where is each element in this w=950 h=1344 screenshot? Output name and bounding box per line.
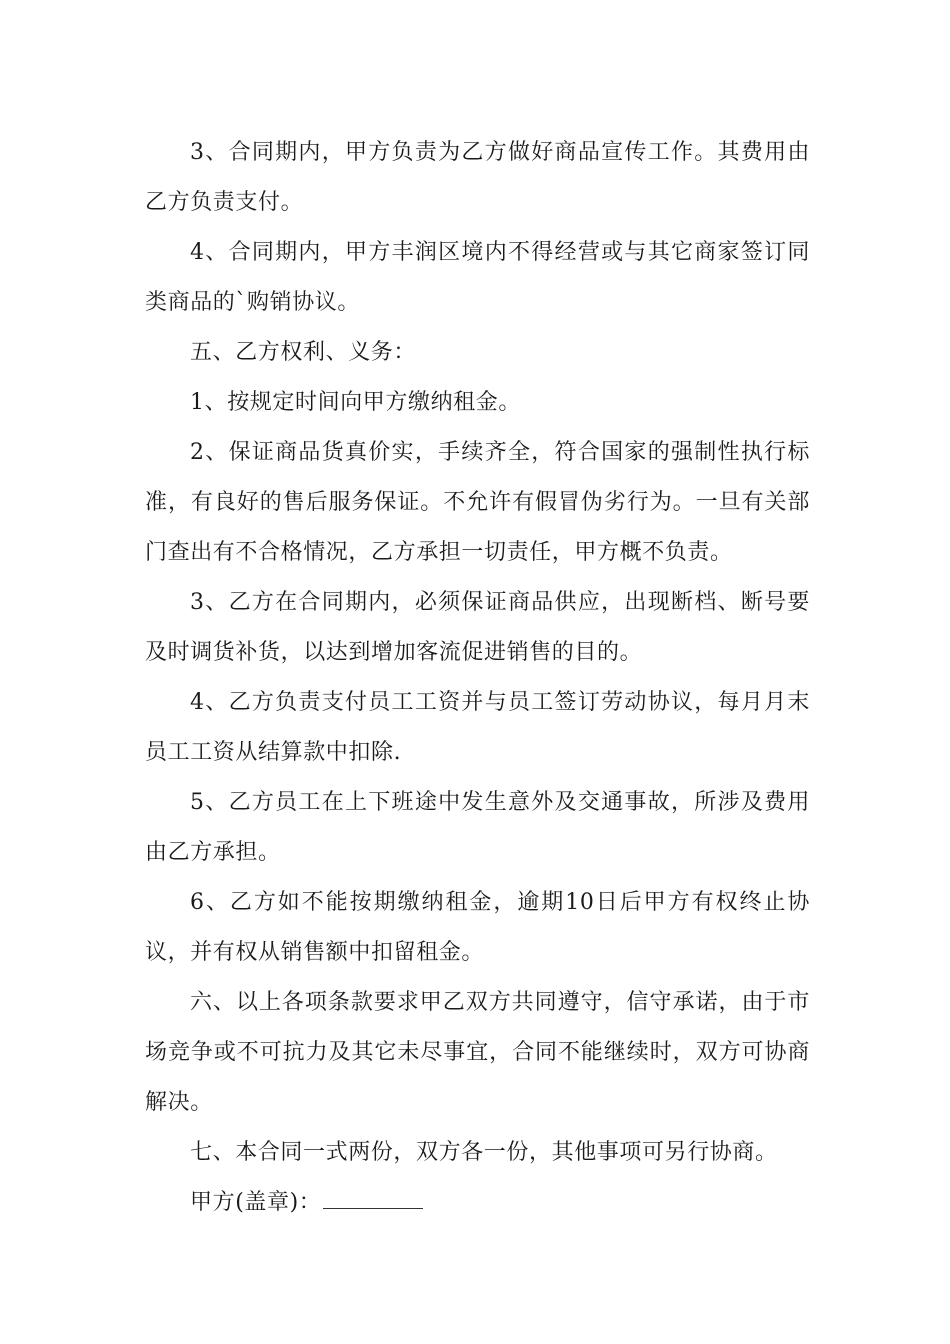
clause-5-1-rent: 1、按规定时间向甲方缴纳租金。 [190, 390, 521, 415]
clause-4-4-exclusivity: 4、合同期内，甲方丰润区境内不得经营或与其它商家签订同类商品的`购销协议。 [145, 240, 810, 315]
clause-5-2-quality: 2、保证商品货真价实，手续齐全，符合国家的强制性执行标准，有良好的售后服务保证。不允许有假冒伪劣行为。一旦有关部门查出有不合格情况，乙方承担一切责任，甲方概不负责。 [145, 440, 810, 565]
clause-5-4-wages: 4、乙方负责支付员工工资并与员工签订劳动协议，每月月末员工工资从结算款中扣除. [145, 690, 810, 765]
section-5-heading: 五、乙方权利、义务： [190, 340, 417, 365]
clause-5-6-overdue: 6、乙方如不能按期缴纳租金，逾期10日后甲方有权终止协议，并有权从销售额中扣留租金。 [145, 890, 810, 965]
section-6-compliance: 六、以上各项条款要求甲乙双方共同遵守，信守承诺，由于市场竞争或不可抗力及其它未尽事宜，合同不能继续时，双方可协商解决。 [145, 990, 810, 1115]
signature-label: 甲方(盖章)： [190, 1190, 322, 1215]
section-7-copies: 七、本合同一式两份，双方各一份，其他事项可另行协商。 [190, 1140, 778, 1165]
clause-5-5-accidents: 5、乙方员工在上下班途中发生意外及交通事故，所涉及费用由乙方承担。 [145, 790, 810, 865]
clause-4-3-publicity: 3、合同期内，甲方负责为乙方做好商品宣传工作。其费用由乙方负责支付。 [145, 140, 810, 215]
party-a-signature-line [145, 1178, 810, 1228]
document-body [145, 128, 810, 1228]
clause-5-3-supply: 3、乙方在合同期内，必须保证商品供应，出现断档、断号要及时调货补货，以达到增加客流促进销售的目的。 [145, 590, 810, 665]
signature-blank [323, 1180, 423, 1209]
